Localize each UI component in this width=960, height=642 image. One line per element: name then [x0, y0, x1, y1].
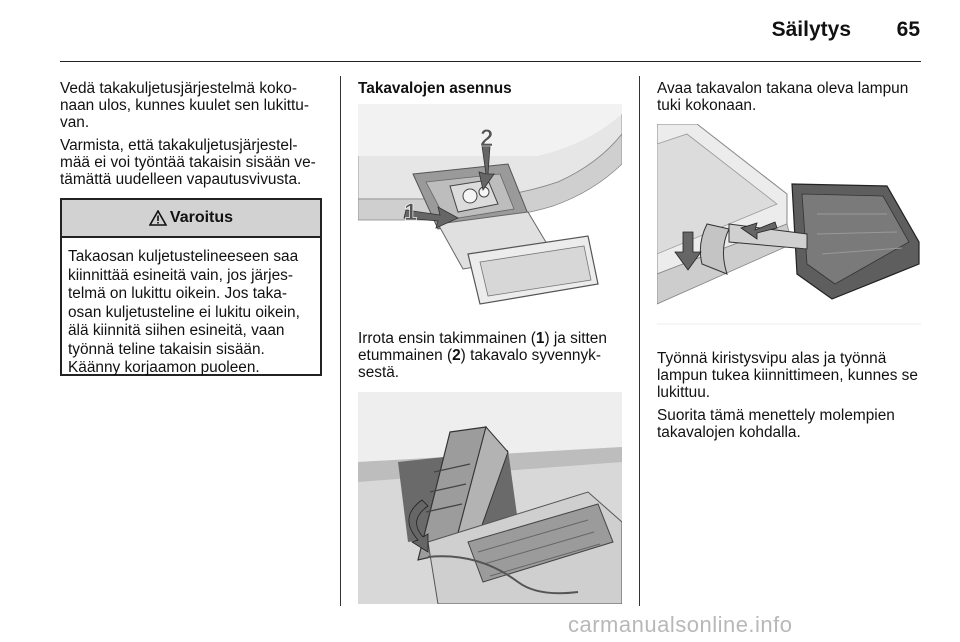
paragraph-verify-lock: Varmista, että takakuljetusjärjestel-mää ei voi työntää takaisin sisään ve-tämättä uudelleen vapautusvivusta.	[60, 137, 316, 188]
instruction-text-part: ) ja sitten etummainen (	[358, 330, 607, 364]
paragraph-open-support: Avaa takavalon takana oleva lampun tuki kokonaan.	[657, 80, 909, 114]
column-divider-left	[340, 76, 341, 606]
warning-triangle-icon	[149, 210, 167, 226]
instruction-ref-2: 2	[452, 347, 461, 364]
warning-header	[62, 200, 320, 238]
figure-lamp-support	[657, 124, 921, 332]
column3-steps	[657, 350, 925, 441]
instruction-remove-lights	[358, 330, 626, 381]
warning-box	[60, 198, 322, 376]
instruction-ref-1: 1	[535, 330, 545, 347]
header-rule	[60, 61, 921, 62]
paragraph-pull-out: Vedä takakuljetusjärjestelmä koko-naan ulos, kunnes kuulet sen lukittu-van.	[60, 80, 309, 131]
page-section-title: Säilytys	[771, 18, 851, 41]
figure-taillight-removal	[358, 104, 622, 316]
watermark: carmanualsonline.info	[568, 612, 793, 637]
callout-number-2: 2	[480, 125, 494, 152]
column-divider-right	[639, 76, 640, 606]
paragraph-repeat-both: Suorita tämä menettely molempien takavalojen kohdalla.	[657, 407, 895, 441]
column1-paragraphs	[60, 80, 326, 188]
instruction-text-part: Irrota ensin takimmainen (	[358, 330, 536, 347]
warning-text: Takaosan kuljetustelineeseen saa kiinnittää esineitä vain, jos järjes-telmä on lukittu oikein. Jos taka-osan kuljetusteline ei lukitu oikein, älä kiinnitä siihen esineitä, vaan työnnä teline takaisin sisään. Käänny korjaamon puoleen.	[68, 248, 300, 376]
warning-title: Varoitus	[169, 209, 234, 226]
section-heading: Takavalojen asennus	[358, 80, 512, 97]
figure-lamp-holder-closeup	[358, 392, 622, 604]
instruction-text-part: ) takavalo syvennyk-sestä.	[358, 347, 601, 381]
callout-number-1: 1	[404, 199, 418, 226]
page-number: 65	[896, 18, 920, 41]
paragraph-push-lever: Työnnä kiristysvipu alas ja työnnä lampun tukea kiinnittimeen, kunnes se lukittuu.	[657, 350, 918, 401]
